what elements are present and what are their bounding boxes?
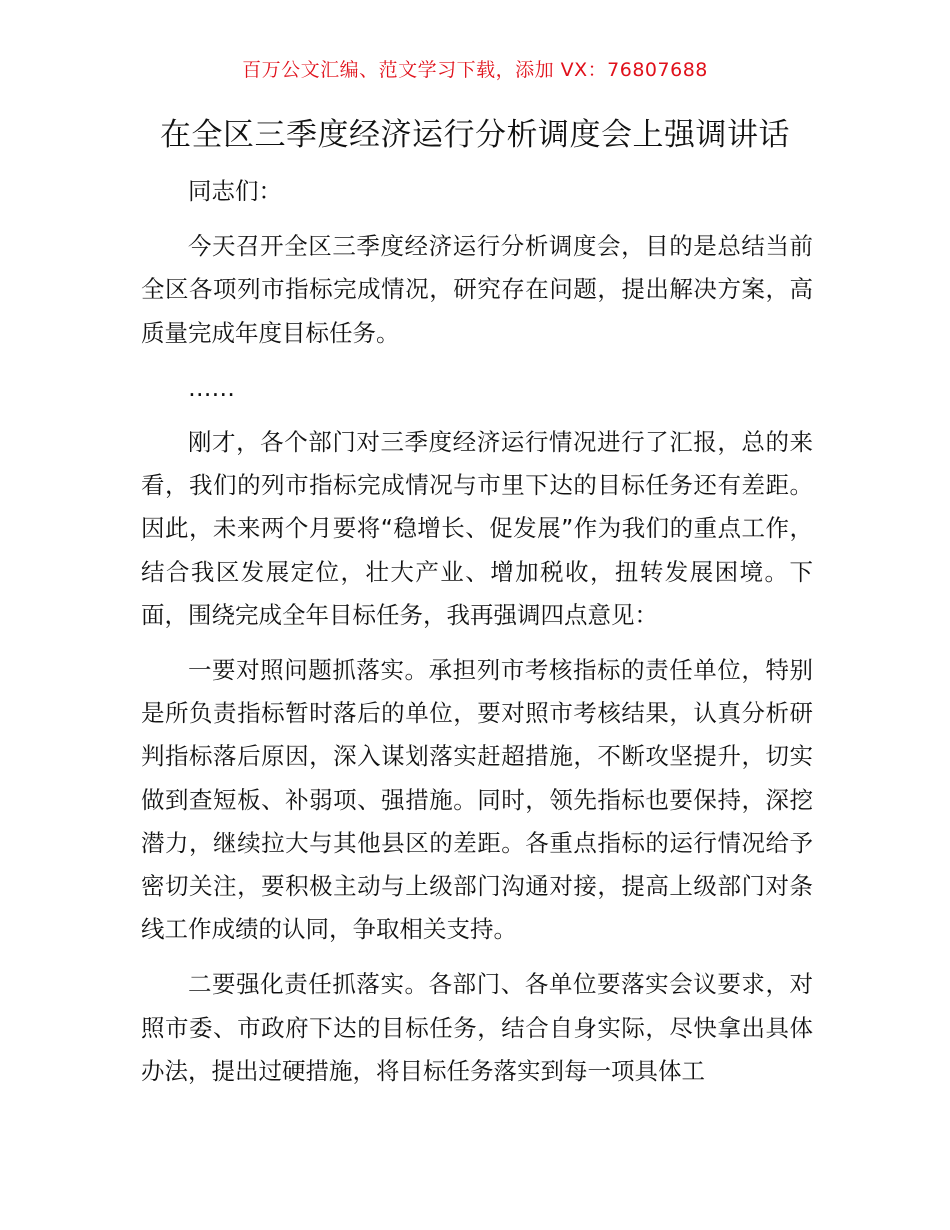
paragraph-intro: 今天召开全区三季度经济运行分析调度会，目的是总结当前全区各项列市指标完成情况，研究存在问题，提出解决方案，高质量完成年度目标任务。	[141, 232, 813, 347]
speech-body	[141, 170, 813, 1105]
greeting: 同志们：	[188, 177, 282, 205]
paragraph-summary: 刚才，各个部门对三季度经济运行情况进行了汇报，总的来看，我们的列市指标完成情况与市里下达的目标任务还有差距。因此，未来两个月要将“稳增长、促发展”作为我们的重点工作，结合我区发展定位，壮大产业、增加税收，扭转发展困境。下面，围绕完成全年目标任务，我再强调四点意见：	[141, 428, 813, 629]
paragraph-point-one: 一要对照问题抓落实。承担列市考核指标的责任单位，特别是所负责指标暂时落后的单位，要对照市考核结果，认真分析研判指标落后原因，深入谋划落实赶超措施，不断攻坚提升，切实做到查短板、补弱项、强措施。同时，领先指标也要保持，深挖潜力，继续拉大与其他县区的差距。各重点指标的运行情况给予密切关注，要积极主动与上级部门沟通对接，提高上级部门对条线工作成绩的认同，争取相关支持。	[141, 656, 813, 944]
watermark-header: 百万公文汇编、范文学习下载，添加 VX：76807688	[242, 59, 708, 81]
paragraph-point-two: 二要强化责任抓落实。各部门、各单位要落实会议要求，对照市委、市政府下达的目标任务，结合自身实际，尽快拿出具体办法，提出过硬措施，将目标任务落实到每一项具体工	[141, 970, 813, 1085]
paragraph-ellipsis: ……	[188, 373, 235, 402]
speech-title: 在全区三季度经济运行分析调度会上强调讲话	[160, 117, 790, 153]
